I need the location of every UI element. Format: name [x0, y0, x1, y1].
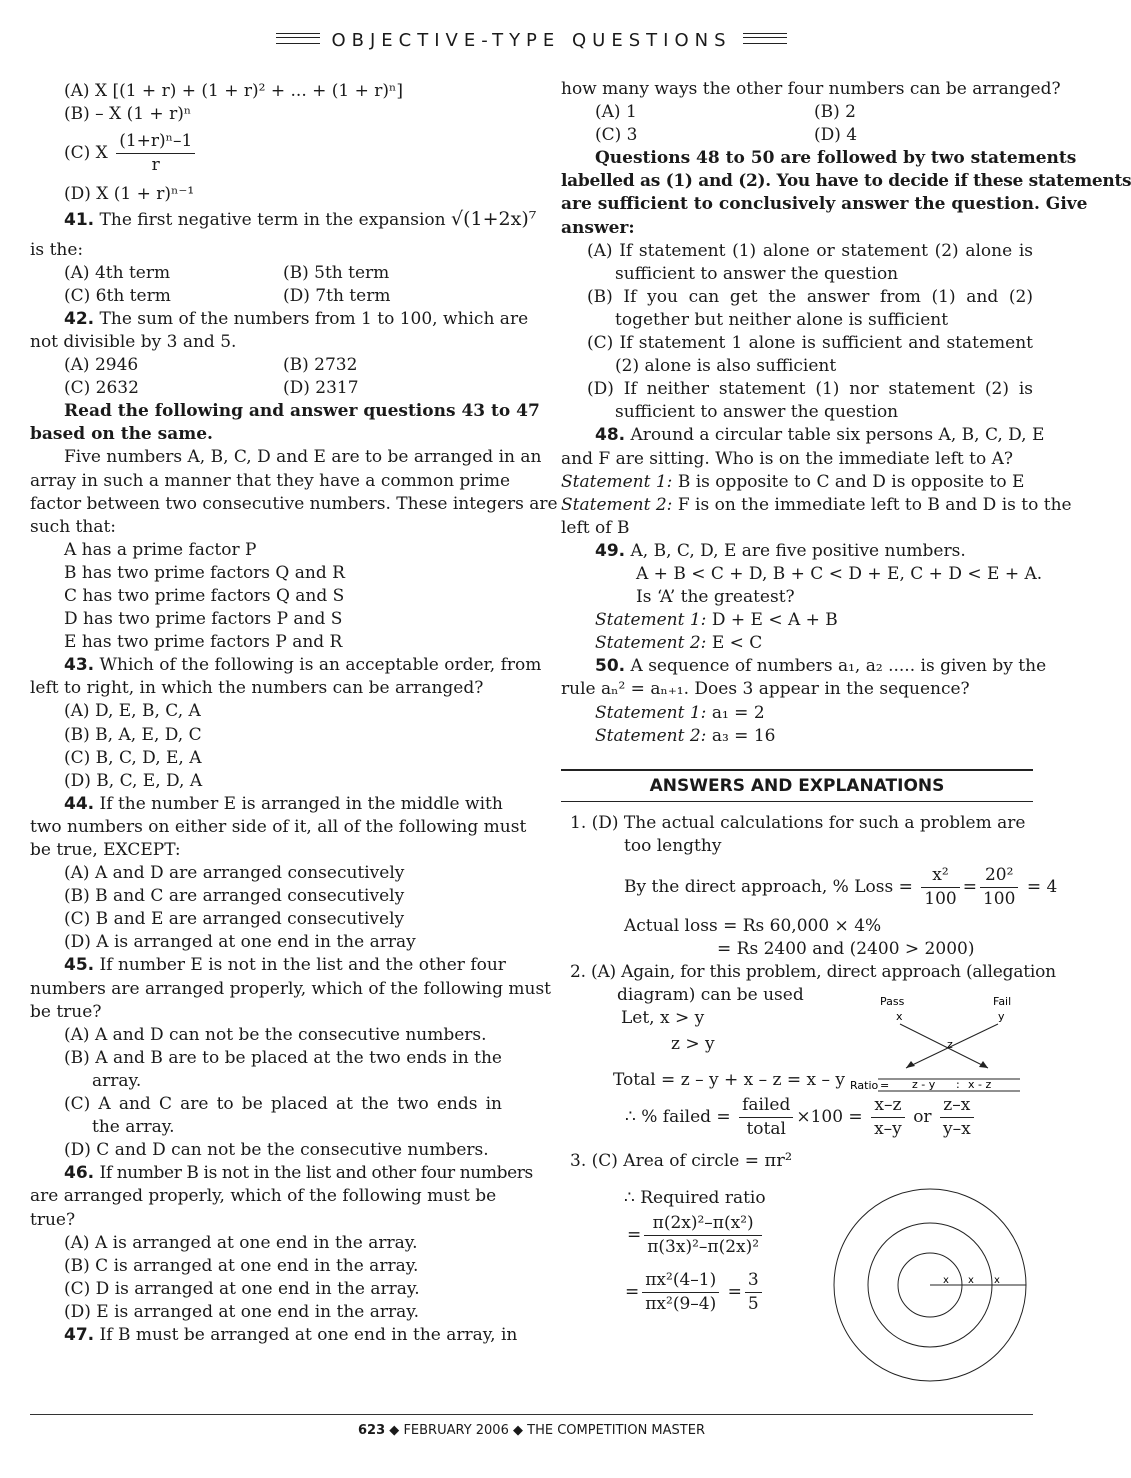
- q43-text-cont: left to right, in which the numbers can be arranged?: [30, 678, 484, 699]
- q43-stem: [30, 654, 542, 677]
- answer-3-text: 3. (C) Area of circle =: [570, 1150, 759, 1171]
- page-footer: [30, 1414, 1033, 1438]
- q44-option-c: (C) B and E are arranged consecutively: [64, 909, 405, 930]
- statement-text: B is opposite to C and D is opposite to E: [672, 471, 1025, 492]
- q43-text: Which of the following is an acceptable order, from: [99, 655, 542, 676]
- q43-number: 43.: [64, 655, 95, 676]
- q48-text-cont: and F are sitting. Who is on the immediate left to A?: [561, 448, 1014, 469]
- fraction-denominator: x–y: [874, 1118, 902, 1139]
- q46-text-cont: true?: [30, 1209, 76, 1230]
- statement-text: a₁ = 2: [706, 702, 765, 723]
- fraction-numerator: (1+r)ⁿ–1: [116, 130, 195, 154]
- diagram-ratio-colon: :: [956, 1078, 960, 1091]
- answer-2-zy: z > y: [671, 1033, 715, 1054]
- q47-text: If B must be arranged at one end in the array, in: [99, 1324, 518, 1345]
- magazine-name: THE COMPETITION MASTER: [527, 1423, 705, 1438]
- q47-text-cont: how many ways the other four numbers can be arranged?: [561, 79, 1061, 99]
- q47-option-c: (C) 3: [595, 125, 638, 146]
- answer-1-loss-cont: = Rs 2400 and (2400 > 2000): [717, 939, 975, 960]
- q41-options-row1: [30, 262, 502, 285]
- q42-option-c: (C) 2632: [64, 378, 139, 399]
- fraction-denominator: 100: [982, 889, 1016, 909]
- answer-choice-c-text: (C) If statement 1 alone is sufficient and statement (2) alone is also sufficient: [587, 333, 1033, 377]
- q50-text: A sequence of numbers a₁, a₂ ..... is given by the: [630, 656, 1047, 677]
- diagram-ratio-label: Ratio: [850, 1079, 879, 1092]
- result: = 4: [1026, 877, 1058, 897]
- q42-option-d: (D) 2317: [283, 378, 359, 399]
- q45-option-a-text: (A) A and D can not be the consecutive numbers.: [64, 1024, 487, 1045]
- q43-option-d: (D) B, C, E, D, A: [64, 770, 203, 791]
- q46-stem: [30, 1162, 533, 1185]
- statement-label: Statement 1:: [595, 610, 707, 631]
- q48-statement-2-cont: left of B: [561, 517, 630, 538]
- answer-2-let: Let, x > y: [621, 1008, 705, 1029]
- q44-number: 44.: [64, 793, 95, 814]
- diagram-z-label: z: [947, 1038, 953, 1051]
- answer-choice-a-text: (A) If statement (1) alone or statement (2) alone is sufficient to answer the question: [587, 240, 1033, 284]
- right-column: [561, 78, 1131, 1317]
- diagram-ratio-left: z - y: [912, 1078, 936, 1091]
- diagram-ratio-right: x - z: [968, 1078, 992, 1091]
- fraction: [642, 1269, 719, 1316]
- radius-segment-label: x: [943, 1275, 949, 1286]
- q46-number: 46.: [64, 1163, 95, 1184]
- q49-number: 49.: [595, 540, 626, 561]
- q41-option-d: (D) 7th term: [283, 285, 391, 306]
- q45-option-d-text: (D) C and D can not be the consecutive numbers.: [64, 1140, 489, 1161]
- statement-text: a₃ = 16: [706, 725, 776, 746]
- q40-option-d: (D) X (1 + r)ⁿ⁻¹: [64, 184, 195, 205]
- fraction: [921, 864, 959, 911]
- q42-text-cont: not divisible by 3 and 5.: [30, 331, 237, 352]
- q50-text-cont: rule aₙ² = aₙ₊₁. Does 3 appear in the sequence?: [561, 679, 970, 700]
- answer-choice-d-text: (D) If neither statement (1) nor statement (2) is sufficient to answer the question: [587, 379, 1033, 423]
- fraction-numerator: z–x: [940, 1094, 974, 1118]
- fact-line: E has two prime factors P and R: [64, 632, 343, 653]
- q48-text: Around a circular table six persons A, B, C, D, E: [630, 425, 1045, 446]
- page-number: 623: [358, 1423, 386, 1438]
- q43-option-b: (B) B, A, E, D, C: [64, 724, 202, 745]
- q43-option-a: (A) D, E, B, C, A: [64, 701, 201, 722]
- q41-continuation: is the:: [30, 239, 84, 260]
- allegation-diagram: [848, 992, 1028, 1094]
- statement-text: E < C: [706, 633, 763, 654]
- q47-option-d: (D) 4: [814, 125, 858, 146]
- fraction-numerator: 20²: [980, 864, 1018, 888]
- q45-text: If number E is not in the list and the other four: [99, 955, 506, 976]
- or-text: or: [913, 1106, 932, 1127]
- concentric-circles-figure: [830, 1185, 1030, 1385]
- q50-number: 50.: [595, 656, 626, 677]
- answer-choice-b-text: (B) If you can get the answer from (1) and (2) together but neither alone is sufficient: [587, 286, 1033, 330]
- fraction: [980, 864, 1018, 911]
- q50-statement-2: [561, 725, 1033, 748]
- q41-options-row2: [30, 285, 502, 308]
- q44-option-d: (D) A is arranged at one end in the array: [64, 932, 416, 953]
- q41-option-c: (C) 6th term: [64, 285, 171, 306]
- q42-options-row1: [30, 354, 502, 377]
- failed-label: ∴ % failed =: [625, 1106, 731, 1127]
- q42-number: 42.: [64, 308, 95, 329]
- direct-approach-text: By the direct approach, % Loss =: [624, 877, 913, 897]
- q40-option-b: (B) – X (1 + r)ⁿ: [64, 104, 192, 125]
- diagram-pass-label: Pass: [880, 995, 905, 1008]
- fraction-numerator: x–z: [871, 1094, 905, 1118]
- q42-option-b: (B) 2732: [283, 355, 358, 376]
- fraction-denominator: π(3x)²–π(2x)²: [647, 1237, 760, 1258]
- fraction-numerator: π(2x)²–π(x²): [644, 1212, 762, 1236]
- statement-text: D + E < A + B: [706, 610, 838, 631]
- directions-48-50-cont: are sufficient to conclusively answer the question. Give: [561, 194, 1088, 215]
- fraction: [940, 1094, 974, 1141]
- answer-3-eq1: = $\frac{\text{π(2x)²–π(x²)}}{\text{π(3x)²–π(2x)²}}$: [561, 1212, 1033, 1259]
- q47-option-b: (B) 2: [814, 102, 856, 123]
- q42-stem: [30, 308, 529, 331]
- diagram-equals: =: [880, 1079, 890, 1092]
- q48-stem: [561, 424, 1045, 447]
- q47-number: 47.: [64, 1324, 95, 1345]
- radius-segment-label: x: [994, 1275, 1000, 1286]
- diagram-y-label: y: [998, 1010, 1005, 1023]
- q41-option-a: (A) 4th term: [64, 262, 171, 283]
- answer-3-eq2: = $\frac{\text{πx²(4–1)}}{\text{πx²(9–4)}}$ = $\frac{3}{5}$: [561, 1269, 1033, 1316]
- statement-label: Statement 1:: [595, 702, 707, 723]
- fraction-denominator: 5: [747, 1294, 759, 1315]
- answer-1-direct: By the direct approach, % Loss = $\frac{\text{x²}}{100}$ = $\frac{\text{20²}}{100}$ = 4: [561, 864, 1033, 911]
- q47-option-a: (A) 1: [595, 102, 637, 123]
- left-column: [30, 80, 558, 1347]
- header-title: OBJECTIVE-TYPE QUESTIONS: [331, 30, 732, 51]
- answer-1-loss: Actual loss = Rs 60,000 × 4%: [624, 916, 882, 937]
- q45-number: 45.: [64, 955, 95, 976]
- issue-date: FEBRUARY 2006: [403, 1423, 509, 1438]
- fraction-denominator: y–x: [942, 1118, 971, 1139]
- q44-stem: [30, 793, 502, 816]
- diagram-fail-label: Fail: [993, 995, 1012, 1008]
- directions-48-50-cont: answer:: [561, 217, 635, 238]
- answer-1: 1. (D) The actual calculations for such a problem are: [570, 812, 1026, 833]
- q44-text-cont: two numbers on either side of it, all of the following must: [30, 816, 527, 837]
- q45-text-cont: numbers are arranged properly, which of the following must: [30, 978, 552, 999]
- q41-text: The first negative term in the expansion: [99, 210, 446, 231]
- diagram-x-label: x: [896, 1010, 903, 1023]
- radius-segment-label: x: [968, 1275, 974, 1286]
- statement-label: Statement 2:: [561, 494, 673, 515]
- q44-text-cont: be true, EXCEPT:: [30, 840, 181, 860]
- q45-option-c: [30, 1093, 502, 1139]
- answer-1-cont: too lengthy: [624, 835, 722, 856]
- q45-option-d: [30, 1139, 502, 1162]
- q42-text: The sum of the numbers from 1 to 100, which are: [99, 308, 529, 329]
- q40-option-c: [30, 130, 502, 177]
- q42-option-a: (A) 2946: [64, 355, 139, 376]
- answers-heading: ANSWERS AND EXPLANATIONS: [561, 769, 1033, 802]
- q49-text: A, B, C, D, E are five positive numbers.: [630, 540, 966, 561]
- fraction-numerator: x²: [921, 864, 959, 888]
- q46-option-b: (B) C is arranged at one end in the array.: [64, 1255, 419, 1276]
- fraction-denominator: r: [151, 155, 160, 176]
- directions-48-50: Questions 48 to 50 are followed by two statements: [595, 148, 1077, 169]
- fraction-denominator: 100: [924, 889, 957, 909]
- q48-statement-1: [561, 471, 1033, 494]
- statement-label: Statement 2:: [595, 633, 707, 654]
- statement-label: Statement 2:: [595, 725, 707, 746]
- passage-line: Five numbers A, B, C, D and E are to be arranged in an: [64, 447, 542, 468]
- arrowhead: [906, 1061, 915, 1068]
- q49-stem: [561, 540, 1033, 563]
- q50-statement-1: [561, 702, 1033, 725]
- q41-expression: √(1+2x)⁷: [451, 208, 537, 231]
- answer-2: 2. (A) Again, for this problem, direct approach (allegation: [570, 962, 1056, 983]
- q49-question: Is ‘A’ the greatest?: [636, 587, 795, 608]
- q48-number: 48.: [595, 425, 626, 446]
- page-header: [0, 30, 1063, 51]
- fact-line: B has two prime factors Q and R: [64, 562, 345, 583]
- q49-statement-2: [561, 632, 1033, 655]
- fraction: [644, 1212, 762, 1259]
- pi-r-squared: πr²: [764, 1149, 793, 1171]
- passage-line: factor between two consecutive numbers. These integers are: [30, 493, 558, 514]
- answer-choice-a: [561, 240, 1033, 286]
- q48-statement-2: [561, 494, 1072, 517]
- fraction: [739, 1094, 793, 1141]
- statement-text: F is on the immediate left to B and D is to the: [672, 494, 1072, 515]
- q43-option-c: (C) B, C, D, E, A: [64, 747, 202, 768]
- times-100: ×100 =: [796, 1106, 863, 1127]
- answer-3-required: ∴ Required ratio: [624, 1188, 766, 1209]
- directions-48-50-cont: labelled as (1) and (2). You have to decide if these statements: [561, 171, 1131, 192]
- q46-option-d: (D) E is arranged at one end in the array.: [64, 1301, 419, 1322]
- fact-line: C has two prime factors Q and S: [64, 585, 345, 606]
- q46-option-c: (C) D is arranged at one end in the array.: [64, 1278, 420, 1299]
- q46-text-cont: are arranged properly, which of the following must be: [30, 1186, 497, 1207]
- diagram-arrow: [906, 1024, 998, 1068]
- q44-text: If the number E is arranged in the middle with: [99, 793, 503, 814]
- q50-stem: [561, 655, 1047, 678]
- q41-option-b: (B) 5th term: [283, 262, 390, 283]
- q42-options-row2: [30, 377, 502, 400]
- q44-option-a: (A) A and D are arranged consecutively: [64, 863, 405, 884]
- answer-2-total: Total = z – y + x – z = x – y: [613, 1069, 846, 1090]
- diamond-icon: ◆: [389, 1423, 400, 1438]
- fraction-denominator: total: [746, 1118, 786, 1139]
- passage-line: such that:: [30, 516, 117, 537]
- fact-line: A has a prime factor P: [64, 539, 257, 560]
- answer-choice-c: [561, 332, 1033, 378]
- answer-2-failed: [561, 1094, 1033, 1141]
- passage-line: array in such a manner that they have a common prime: [30, 470, 511, 491]
- q45-option-a: [30, 1024, 502, 1047]
- fraction-numerator: πx²(4–1): [642, 1269, 719, 1293]
- q40-option-a: (A) X [(1 + r) + (1 + r)² + ... + (1 + r)ⁿ]: [64, 81, 404, 101]
- fact-line: D has two prime factors P and S: [64, 609, 343, 630]
- header-rule-right: [743, 33, 787, 44]
- q46-text: If number B is not in the list and other four numbers: [99, 1163, 533, 1184]
- header-rule-left: [276, 33, 320, 44]
- fraction: [745, 1269, 762, 1316]
- q49-condition: A + B < C + D, B + C < D + E, C + D < E + A.: [636, 563, 1043, 584]
- fraction-numerator: 3: [745, 1269, 762, 1293]
- fraction-numerator: failed: [739, 1094, 793, 1118]
- fraction-denominator: πx²(9–4): [645, 1294, 717, 1315]
- q46-option-a: (A) A is arranged at one end in the array.: [64, 1232, 418, 1253]
- directions-43-47-cont: based on the same.: [30, 424, 213, 445]
- directions-43-47: Read the following and answer questions 43 to 47: [64, 401, 540, 422]
- answer-choice-d: [561, 378, 1033, 424]
- diagram-arrow: [900, 1024, 988, 1068]
- answer-choice-b: [561, 286, 1033, 332]
- q47-stem: [30, 1324, 518, 1347]
- q45-option-c-text: (C) A and C are to be placed at the two ends in the array.: [64, 1094, 502, 1138]
- q41-number: 41.: [64, 210, 95, 231]
- statement-label: Statement 1:: [561, 471, 673, 492]
- q40-option-c-label: (C) X: [64, 143, 108, 164]
- q41-stem: [30, 208, 537, 232]
- q45-option-b-text: (B) A and B are to be placed at the two ends in the array.: [64, 1047, 502, 1091]
- q45-option-b: [30, 1047, 502, 1093]
- q44-option-b: (B) B and C are arranged consecutively: [64, 886, 405, 907]
- answer-3: [561, 1149, 1033, 1173]
- q47-options-row1: [561, 101, 1033, 124]
- diamond-icon: ◆: [513, 1423, 523, 1438]
- fraction: [871, 1094, 905, 1141]
- q40-option-c-fraction: [116, 130, 195, 177]
- q47-options-row2: [561, 124, 1033, 147]
- q49-statement-1: [561, 609, 1033, 632]
- q45-stem: [30, 954, 506, 977]
- answer-2-cont: diagram) can be used: [617, 985, 804, 1006]
- q45-text-cont: be true?: [30, 1001, 102, 1022]
